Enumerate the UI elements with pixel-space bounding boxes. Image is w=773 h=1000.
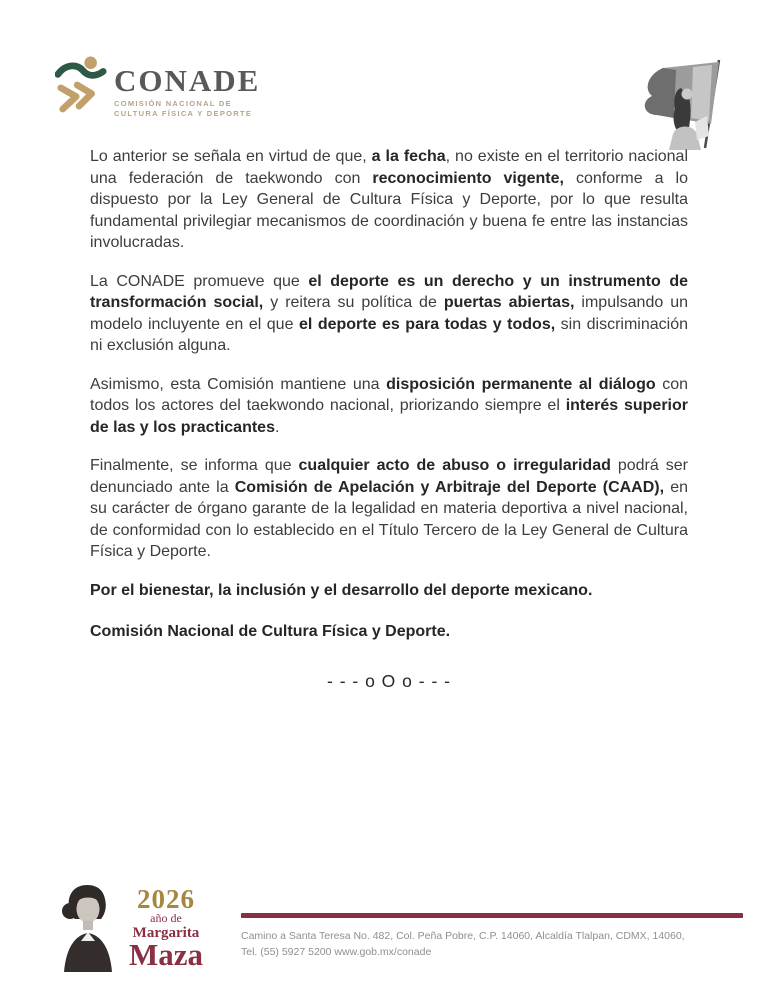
paragraph bbox=[90, 146, 688, 254]
bold-text-run: Comisión de Apelación y Arbitraje del Deporte (CAAD), bbox=[234, 478, 665, 496]
conade-wordmark: CONADE bbox=[114, 63, 261, 98]
woman-with-flag-image bbox=[629, 52, 741, 152]
footer-address-line1: Camino a Santa Teresa No. 482, Col. Peña Pobre, C.P. 14060, Alcaldía Tlalpan, CDMX, 14060, bbox=[241, 930, 685, 942]
paragraph bbox=[90, 455, 688, 563]
text-run: y reitera su política de bbox=[263, 294, 444, 311]
text-run: impulsando un modelo incluyente en el que bbox=[90, 294, 689, 333]
footer-address-line2: Tel. (55) 5927 5200 www.gob.mx/conade bbox=[241, 945, 432, 958]
conade-subtitle-line1: COMISIÓN NACIONAL DE bbox=[114, 99, 232, 108]
margarita-maza-portrait bbox=[55, 880, 119, 972]
bold-text-run: a la fecha bbox=[371, 148, 446, 165]
bold-text-run: cualquier acto de abuso o irregularidad bbox=[298, 457, 611, 474]
end-marker: - - - o O o - - - bbox=[327, 670, 451, 691]
text-run: conforme a lo dispuesto por la Ley General de Cultura Física y Deporte, por lo que resulta fundamental privilegiar mecanismos de coordinación y buena fe entre las instancias involucradas. bbox=[90, 169, 688, 251]
paragraph bbox=[90, 271, 688, 357]
paragraph bbox=[90, 374, 688, 439]
text-run: , no existe en el territorio nacional una federación de taekwondo con bbox=[90, 148, 688, 187]
document-body bbox=[90, 146, 688, 692]
text-run: Asimismo, esta Comisión mantiene una bbox=[90, 375, 387, 393]
footer-address bbox=[241, 929, 743, 960]
closing-line: Comisión Nacional de Cultura Física y Deporte. bbox=[90, 623, 451, 640]
text-run: sin discriminación ni exclusión alguna. bbox=[90, 315, 688, 354]
text-run: en su carácter de órgano garante de la legalidad en materia deportiva a nivel nacional, de conformidad con lo establecido en el Título Tercero de la Ley General de Cultura Física y Deporte. bbox=[90, 478, 689, 560]
page-header bbox=[55, 52, 747, 152]
runner-figure-icon bbox=[55, 52, 107, 116]
page-footer bbox=[55, 880, 743, 972]
text-run: . bbox=[274, 418, 280, 436]
conade-logo-text bbox=[114, 52, 260, 118]
bold-text-run: interés superior de las y los practicantes bbox=[90, 397, 689, 436]
text-run: La CONADE promueve que bbox=[90, 272, 309, 290]
year-2026-label: 2026 bbox=[137, 884, 195, 914]
margarita-label: Margarita bbox=[132, 925, 200, 941]
bold-text-run: disposición permanente al diálogo bbox=[386, 375, 656, 393]
text-run: Lo anterior se señala en virtud de que, bbox=[90, 148, 372, 165]
text-run: Finalmente, se informa que bbox=[90, 457, 299, 474]
conade-subtitle-line2: CULTURA FÍSICA Y DEPORTE bbox=[114, 108, 253, 118]
bold-text-run: reconocimiento vigente, bbox=[372, 169, 564, 187]
closing-line: Por el bienestar, la inclusión y el desarrollo del deporte mexicano. bbox=[90, 581, 593, 599]
anio-de-label: año de bbox=[150, 911, 182, 925]
conade-subtitle bbox=[114, 99, 260, 118]
bold-text-run: el deporte es para todas y todos, bbox=[298, 315, 556, 333]
text-run: con todos los actores del taekwondo nacional, priorizando siempre el bbox=[90, 375, 689, 414]
maza-label: Maza bbox=[128, 937, 204, 972]
text-run: podrá ser denunciado ante la bbox=[90, 457, 689, 496]
footer-contact-block bbox=[241, 880, 743, 960]
conade-logo bbox=[55, 52, 260, 118]
bold-text-run: puertas abiertas, bbox=[443, 294, 575, 311]
footer-divider-rule bbox=[241, 913, 743, 918]
bold-text-run: el deporte es un derecho y un instrumento de transformación social, bbox=[90, 272, 688, 311]
year-2026-logo bbox=[125, 880, 207, 972]
